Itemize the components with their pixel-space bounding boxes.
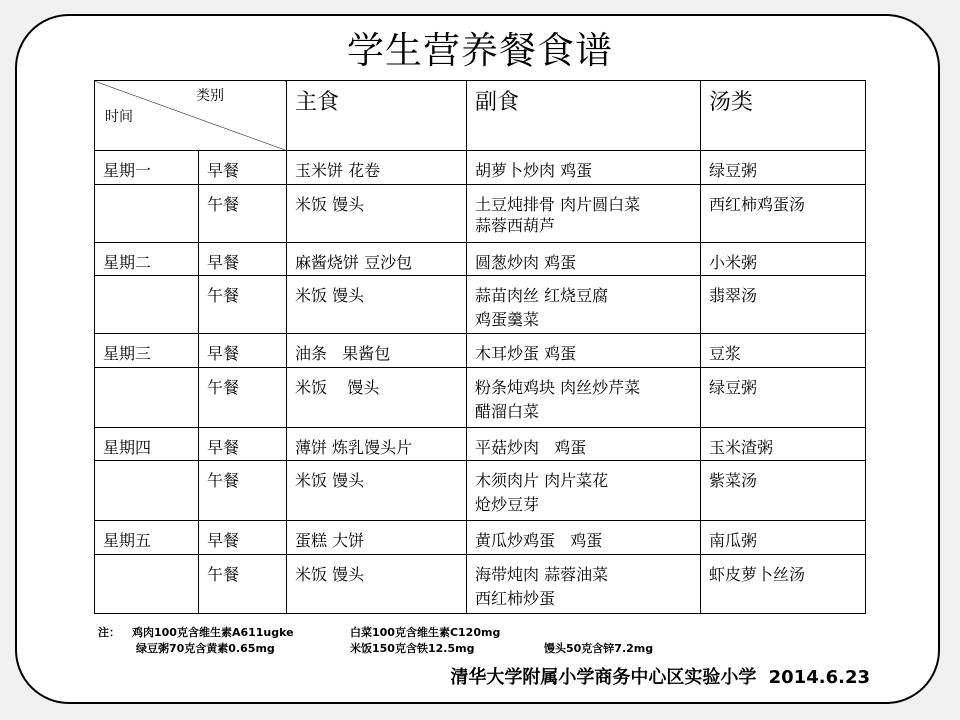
table-row [95, 461, 866, 521]
table-row [95, 276, 866, 334]
soup-cell: 玉米渣粥 [701, 428, 866, 461]
soup-cell: 西红柿鸡蛋汤 [701, 185, 866, 243]
meal-cell: 午餐 [199, 555, 287, 614]
staple-cell: 薄饼 炼乳馒头片 [287, 428, 467, 461]
side-cell [467, 428, 701, 461]
side-cell [467, 276, 701, 334]
side-line-1: 海带炖肉 蒜蓉油菜 [475, 565, 609, 584]
side-line-2: 西红柿炒蛋 [475, 589, 556, 608]
table-row [95, 521, 866, 555]
side-line-1: 平菇炒肉 鸡蛋 [475, 438, 587, 457]
note-chicken: 鸡肉100克含维生素A611ugke [132, 626, 294, 639]
staple-cell: 米饭 馒头 [287, 461, 467, 521]
category-label: 类别 [196, 88, 224, 104]
staple-cell: 米饭 馒头 [287, 555, 467, 614]
day-cell [95, 276, 199, 334]
note-mungbean: 绿豆粥70克含黄素0.65mg [136, 642, 275, 655]
soup-cell: 绿豆粥 [701, 151, 866, 185]
meal-cell: 早餐 [199, 428, 287, 461]
side-cell [467, 334, 701, 368]
header-side: 副食 [467, 81, 701, 151]
notes-prefix: 注： [98, 626, 120, 639]
meal-cell: 早餐 [199, 151, 287, 185]
footer [450, 663, 870, 689]
side-line-1: 土豆炖排骨 肉片圆白菜 [475, 195, 641, 214]
staple-cell: 油条 果酱包 [287, 334, 467, 368]
staple-cell: 米饭 馒头 [287, 368, 467, 428]
day-cell: 星期四 [95, 428, 199, 461]
meal-cell: 早餐 [199, 243, 287, 276]
soup-cell: 豆浆 [701, 334, 866, 368]
meal-cell: 早餐 [199, 521, 287, 555]
side-line-1: 胡萝卜炒肉 鸡蛋 [475, 161, 593, 180]
school-name: 清华大学附属小学商务中心区实验小学 [450, 667, 757, 688]
staple-cell: 米饭 馒头 [287, 185, 467, 243]
table-header-row [95, 81, 866, 151]
note-rice: 米饭150克含铁12.5mg [350, 642, 475, 655]
table-row [95, 185, 866, 243]
side-cell [467, 521, 701, 555]
meal-cell: 午餐 [199, 276, 287, 334]
side-line-2: 炝炒豆芽 [475, 495, 540, 514]
day-cell: 星期三 [95, 334, 199, 368]
side-cell [467, 243, 701, 276]
side-cell [467, 368, 701, 428]
staple-cell: 麻酱烧饼 豆沙包 [287, 243, 467, 276]
soup-cell: 虾皮萝卜丝汤 [701, 555, 866, 614]
meal-cell: 午餐 [199, 368, 287, 428]
page-title: 学生营养餐食谱 [347, 29, 613, 72]
meal-cell: 午餐 [199, 461, 287, 521]
meal-cell: 早餐 [199, 334, 287, 368]
note-mantou: 馒头50克含锌7.2mg [544, 642, 654, 655]
staple-cell: 玉米饼 花卷 [287, 151, 467, 185]
soup-cell: 紫菜汤 [701, 461, 866, 521]
side-line-2: 鸡蛋羹菜 [475, 310, 540, 329]
table-row [95, 428, 866, 461]
staple-cell: 米饭 馒头 [287, 276, 467, 334]
header-staple: 主食 [287, 81, 467, 151]
date: 2014.6.23 [768, 667, 870, 688]
note-cabbage: 白菜100克含维生素C120mg [350, 626, 501, 639]
side-cell [467, 555, 701, 614]
day-cell [95, 185, 199, 243]
soup-cell: 绿豆粥 [701, 368, 866, 428]
day-cell [95, 368, 199, 428]
day-cell [95, 555, 199, 614]
time-label: 时间 [105, 109, 133, 125]
side-line-1: 蒜苗肉丝 红烧豆腐 [475, 286, 609, 305]
side-line-1: 黄瓜炒鸡蛋 鸡蛋 [475, 531, 603, 550]
table-row [95, 555, 866, 614]
soup-cell: 小米粥 [701, 243, 866, 276]
soup-cell: 翡翠汤 [701, 276, 866, 334]
side-line-1: 木耳炒蛋 鸡蛋 [475, 344, 577, 363]
menu-table [94, 80, 866, 614]
side-line-1: 粉条炖鸡块 肉丝炒芹菜 [475, 378, 641, 397]
side-line-1: 圆葱炒肉 鸡蛋 [475, 253, 577, 272]
table-row [95, 334, 866, 368]
side-cell [467, 461, 701, 521]
table-row [95, 368, 866, 428]
day-cell: 星期一 [95, 151, 199, 185]
side-line-2: 蒜蓉西葫芦 [475, 216, 556, 235]
staple-cell: 蛋糕 大饼 [287, 521, 467, 555]
day-cell: 星期二 [95, 243, 199, 276]
meal-cell: 午餐 [199, 185, 287, 243]
table-row [95, 151, 866, 185]
header-soup: 汤类 [701, 81, 866, 151]
side-line-2: 醋溜白菜 [475, 402, 540, 421]
table-row [95, 243, 866, 276]
soup-cell: 南瓜粥 [701, 521, 866, 555]
day-cell: 星期五 [95, 521, 199, 555]
side-line-1: 木须肉片 肉片菜花 [475, 471, 609, 490]
day-cell [95, 461, 199, 521]
side-cell [467, 185, 701, 243]
diagonal-header-cell [95, 81, 287, 151]
side-cell [467, 151, 701, 185]
